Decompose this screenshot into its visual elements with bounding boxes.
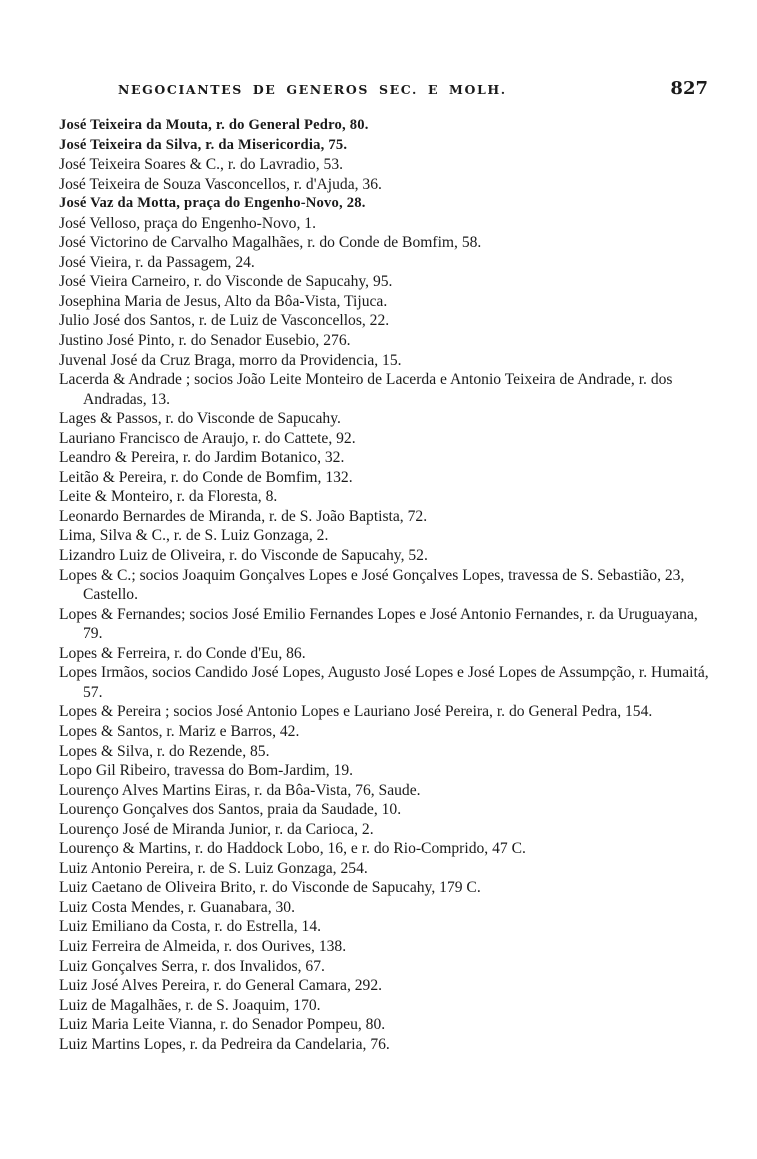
list-item: Luiz Emiliano da Costa, r. do Estrella, 14. bbox=[59, 918, 322, 936]
list-item: Lauriano Francisco de Araujo, r. do Cattete, 92. bbox=[59, 429, 356, 447]
list-item: José Victorino de Carvalho Magalhães, r. do Conde de Bomfim, 58. bbox=[59, 234, 482, 252]
list-item: Luiz Ferreira de Almeida, r. dos Ourives, 138. bbox=[59, 937, 347, 955]
merchant-list bbox=[59, 116, 709, 1054]
list-item: Lages & Passos, r. do Visconde de Sapucahy. bbox=[59, 410, 341, 428]
list-item: Lima, Silva & C., r. de S. Luiz Gonzaga, 2. bbox=[59, 527, 329, 545]
section-title: NEGOCIANTES DE GENEROS SEC. E MOLH. bbox=[118, 82, 507, 97]
list-item: Lopes & Pereira ; socios José Antonio Lopes e Lauriano José Pereira, r. do General Pedra, 154. bbox=[59, 703, 653, 721]
list-item: Leite & Monteiro, r. da Floresta, 8. bbox=[59, 488, 278, 506]
list-item: José Vieira Carneiro, r. do Visconde de Sapucahy, 95. bbox=[59, 273, 393, 291]
list-item: Lopes Irmãos, socios Candido José Lopes, Augusto José Lopes e José Lopes de Assumpção, r. Humaitá, 57. bbox=[59, 664, 709, 701]
list-item: José Vaz da Motta, praça do Engenho-Novo, 28. bbox=[59, 195, 366, 212]
list-item: Luiz José Alves Pereira, r. do General Camara, 292. bbox=[59, 977, 383, 995]
list-item: Lopes & Santos, r. Mariz e Barros, 42. bbox=[59, 722, 300, 740]
list-item: José Velloso, praça do Engenho-Novo, 1. bbox=[59, 214, 316, 232]
list-item: Leandro & Pereira, r. do Jardim Botanico, 32. bbox=[59, 449, 345, 467]
list-item: Lopes & Silva, r. do Rezende, 85. bbox=[59, 742, 270, 760]
list-item: Lourenço Alves Martins Eiras, r. da Bôa-Vista, 76, Saude. bbox=[59, 781, 421, 799]
list-item: Luiz de Magalhães, r. de S. Joaquim, 170. bbox=[59, 996, 321, 1014]
list-item: Lourenço Gonçalves dos Santos, praia da Saudade, 10. bbox=[59, 801, 402, 819]
list-item: Luiz Caetano de Oliveira Brito, r. do Visconde de Sapucahy, 179 C. bbox=[59, 879, 481, 897]
list-item: José Vieira, r. da Passagem, 24. bbox=[59, 253, 255, 271]
list-item: Lopes & C.; socios Joaquim Gonçalves Lopes e José Gonçalves Lopes, travessa de S. Sebastião, 23, Castello. bbox=[59, 566, 685, 604]
list-item: Lopo Gil Ribeiro, travessa do Bom-Jardim, 19. bbox=[59, 762, 354, 780]
list-item: Josephina Maria de Jesus, Alto da Bôa-Vista, Tijuca. bbox=[59, 292, 388, 310]
list-item: Leonardo Bernardes de Miranda, r. de S. João Baptista, 72. bbox=[59, 507, 428, 525]
list-item: Justino José Pinto, r. do Senador Eusebio, 276. bbox=[59, 332, 351, 350]
list-item: José Teixeira de Souza Vasconcellos, r. d'Ajuda, 36. bbox=[59, 175, 382, 193]
list-item: Lopes & Ferreira, r. do Conde d'Eu, 86. bbox=[59, 644, 306, 662]
list-item: Lourenço José de Miranda Junior, r. da Carioca, 2. bbox=[59, 820, 374, 838]
list-item: Luiz Antonio Pereira, r. de S. Luiz Gonzaga, 254. bbox=[59, 859, 368, 877]
page-number: 827 bbox=[670, 78, 708, 99]
list-item: Juvenal José da Cruz Braga, morro da Providencia, 15. bbox=[59, 351, 402, 369]
page-header bbox=[40, 70, 710, 104]
list-item: José Teixeira Soares & C., r. do Lavradio, 53. bbox=[59, 156, 344, 174]
list-item: Leitão & Pereira, r. do Conde de Bomfim, 132. bbox=[59, 468, 353, 486]
list-item: Luiz Maria Leite Vianna, r. do Senador Pompeu, 80. bbox=[59, 1016, 386, 1034]
list-item: Julio José dos Santos, r. de Luiz de Vasconcellos, 22. bbox=[59, 312, 390, 330]
list-item: Lourenço & Martins, r. do Haddock Lobo, 16, e r. do Rio-Comprido, 47 C. bbox=[59, 840, 526, 858]
list-item: Luiz Gonçalves Serra, r. dos Invalidos, 67. bbox=[59, 957, 325, 975]
list-item: Lizandro Luiz de Oliveira, r. do Visconde de Sapucahy, 52. bbox=[59, 547, 428, 565]
list-item: Lacerda & Andrade ; socios João Leite Monteiro de Lacerda e Antonio Teixeira de Andrade, r. dos Andradas, 13. bbox=[59, 371, 673, 408]
list-item: José Teixeira da Mouta, r. do General Pedro, 80. bbox=[59, 117, 369, 133]
list-item: Lopes & Fernandes; socios José Emilio Fernandes Lopes e José Antonio Fernandes, r. da Uruguayana, 79. bbox=[59, 605, 698, 643]
list-item: José Teixeira da Silva, r. da Misericordia, 75. bbox=[59, 136, 348, 153]
list-item: Luiz Martins Lopes, r. da Pedreira da Candelaria, 76. bbox=[59, 1035, 390, 1053]
list-item: Luiz Costa Mendes, r. Guanabara, 30. bbox=[59, 898, 296, 916]
